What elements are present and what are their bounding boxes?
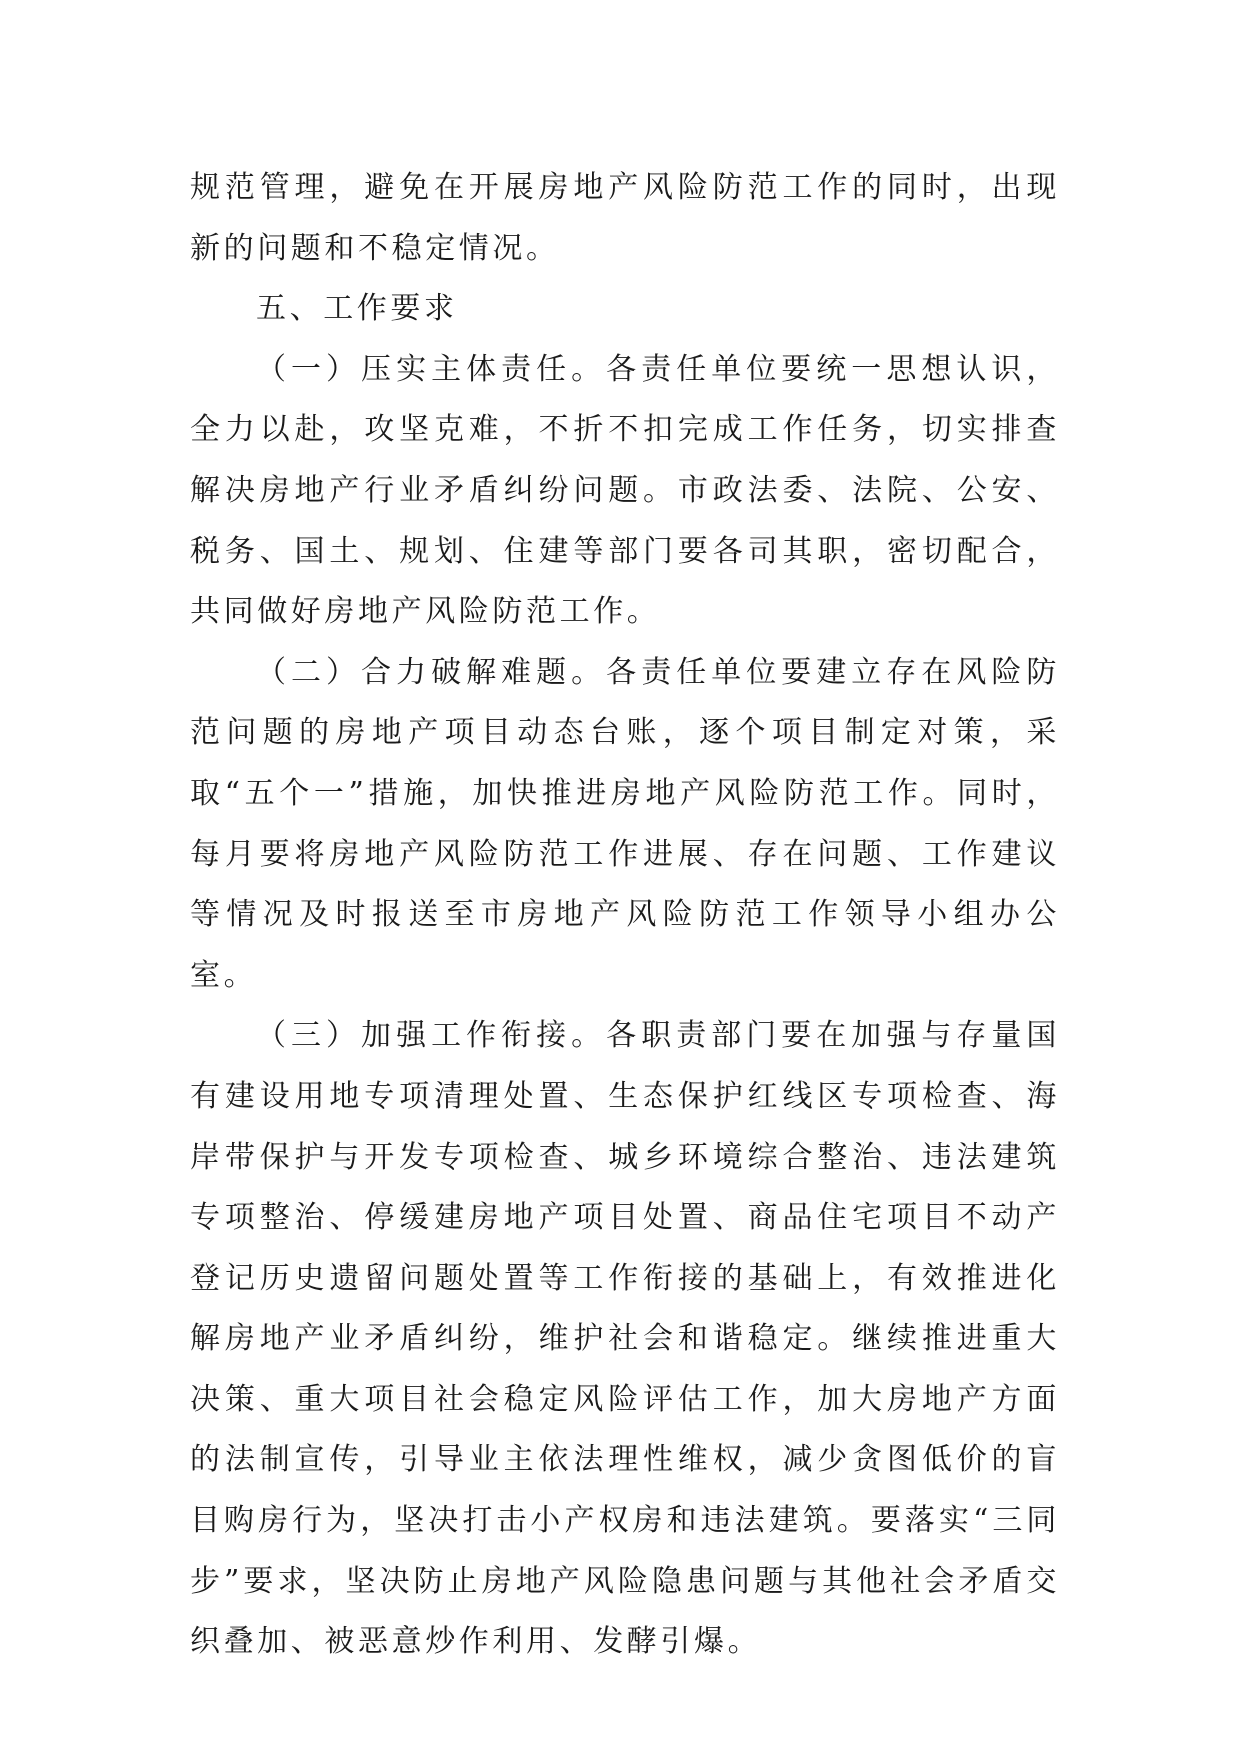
paragraph-item-one: （一）压实主体责任。各责任单位要统一思想认识，全力以赴，攻坚克难，不折不扣完成工作任务，切实排查解决房地产行业矛盾纠纷问题。市政法委、法院、公安、税务、国土、规划、住建等部门要各司其职，密切配合，共同做好房地产风险防范工作。	[190, 351, 1060, 630]
paragraph-item-three: （三）加强工作衔接。各职责部门要在加强与存量国有建设用地专项清理处置、生态保护红线区专项检查、海岸带保护与开发专项检查、城乡环境综合整治、违法建筑专项整治、停缓建房地产项目处置、商品住宅项目不动产登记历史遗留问题处置等工作衔接的基础上，有效推进化解房地产业矛盾纠纷，维护社会和谐稳定。继续推进重大决策、重大项目社会稳定风险评估工作，加大房地产方面的法制宣传，引导业主依法理性维权，减少贪图低价的盲目购房行为，坚决打击小产权房和违法建筑。要落实“三同步”要求，坚决防止房地产风险隐患问题与其他社会矛盾交织叠加、被恶意炒作利用、发酵引爆。	[190, 1018, 1060, 1660]
paragraph-item-two: （二）合力破解难题。各责任单位要建立存在风险防范问题的房地产项目动态台账，逐个项目制定对策，采取“五个一”措施，加快推进房地产风险防范工作。同时，每月要将房地产风险防范工作进展、存在问题、工作建议等情况及时报送至市房地产风险防范工作领导小组办公室。	[190, 654, 1060, 993]
document-body	[190, 158, 1060, 1673]
paragraph-continuation: 规范管理，避免在开展房地产风险防范工作的同时，出现新的问题和不稳定情况。	[190, 170, 1060, 266]
section-five-heading: 五、工作要求	[256, 291, 458, 327]
